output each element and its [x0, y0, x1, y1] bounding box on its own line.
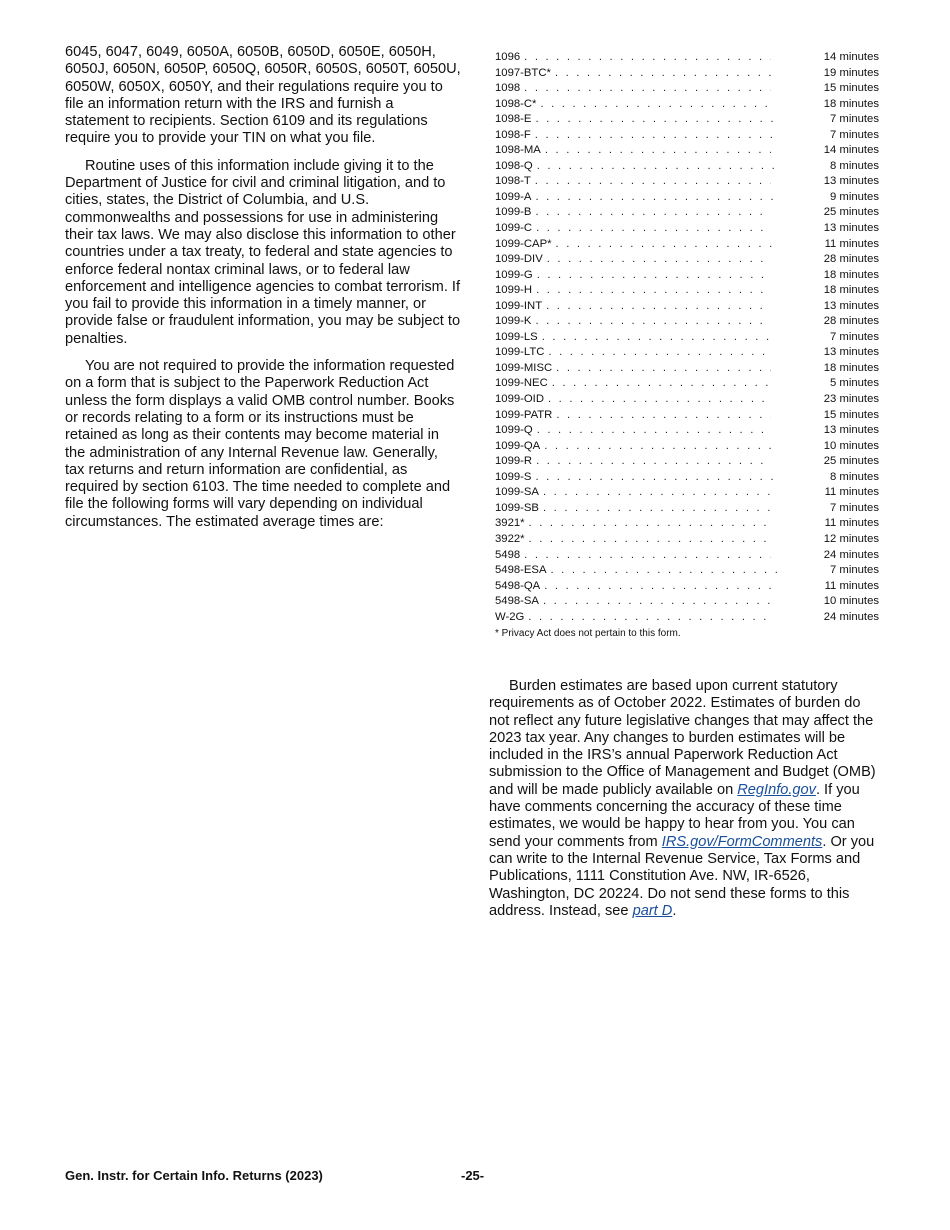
estimated-time: 18 minutes [823, 361, 879, 374]
estimated-time: 7 minutes [830, 501, 879, 514]
estimated-time: 18 minutes [823, 268, 879, 281]
dot-leader [536, 454, 771, 470]
estimated-time: 15 minutes [823, 82, 879, 95]
page-number: -25- [461, 1168, 485, 1183]
table-row [495, 594, 879, 610]
form-number: 1099-Q [495, 424, 533, 437]
estimated-time: 19 minutes [823, 66, 879, 79]
table-row [495, 159, 879, 175]
estimated-time: 13 minutes [823, 424, 879, 437]
table-row [495, 252, 879, 268]
form-number: 1099-S [495, 470, 532, 483]
dot-leader [551, 563, 778, 579]
table-row [495, 532, 879, 548]
dot-leader [535, 174, 771, 190]
form-number: 1099-OID [495, 393, 544, 406]
estimated-time: 7 minutes [830, 113, 879, 126]
form-number: 1099-R [495, 455, 533, 468]
dot-leader [543, 594, 771, 610]
estimated-time: 28 minutes [823, 253, 879, 266]
dot-leader [545, 143, 771, 159]
reginfo-link[interactable]: RegInfo.gov [737, 781, 816, 798]
estimated-time: 7 minutes [830, 564, 879, 577]
dot-leader [535, 205, 770, 221]
table-row [495, 50, 879, 66]
paragraph: 6045, 6047, 6049, 6050A, 6050B, 6050D, 6050E, 6050H, 6050J, 6050N, 6050P, 6050Q, 6050R, 6050S, 6050T, 6050U, 6050W, 6050X, 6050Y, and their regulations require you to file an information return with the IRS and furnish a statement to recipients. Section 6109 and its regulations require you to provide your TIN on what you file. [65, 44, 461, 147]
estimated-time: 18 minutes [823, 97, 879, 110]
dot-leader [543, 485, 772, 501]
table-footnote: * Privacy Act does not pertain to this form. [495, 628, 681, 640]
dot-leader [536, 221, 771, 237]
dot-leader [544, 579, 771, 595]
table-row [495, 454, 879, 470]
paragraph: Routine uses of this information include giving it to the Department of Justice for civil and criminal litigation, and to cities, states, the District of Columbia, and U.S. commonwealths and possessions for use in administering their tax laws. We may also disclose this information to other countries under a tax treaty, to federal and state agencies to enforce federal nontax criminal laws, or to federal law enforcement and intelligence agencies to combat terrorism. If you fail to provide this information in a timely manner, or provide false or fraudulent information, you may be subject to penalties. [65, 157, 461, 347]
table-row [495, 128, 879, 144]
dot-leader [546, 299, 771, 315]
table-row [495, 174, 879, 190]
form-number: 1099-A [495, 190, 532, 203]
form-number: 1099-K [495, 315, 532, 328]
dot-leader [529, 516, 772, 532]
text-segment: . Or you can write to the Internal Revenue Service, Tax Forms and Publications, 1111 Constitution Ave. NW, IR-6526, Washington, DC 20224. Do not send these forms to this address. Instead, see [489, 833, 875, 919]
table-row [495, 376, 879, 392]
form-number: 1098 [495, 82, 521, 95]
dot-leader [535, 128, 777, 144]
text-segment: . If you have comments concerning the accuracy of these time estimates, we would be happy to hear from you. You can send your comments from [489, 781, 860, 850]
paragraph: You are not required to provide the information requested on a form that is subject to the Paperwork Reduction Act unless the form displays a valid OMB control number. Books or records relating to a form or its instructions must be retained as long as their contents may become material in the administration of any Internal Revenue law. Generally, tax returns and return information are confidential, as required by section 6103. The time needed to complete and file the following forms will vary depending on individual circumstances. The estimated average times are: [65, 358, 455, 530]
table-row [495, 501, 879, 517]
dot-leader [535, 470, 777, 486]
table-row [495, 548, 879, 564]
table-row [495, 361, 879, 377]
form-number: 5498-SA [495, 595, 539, 608]
table-row [495, 112, 879, 128]
estimated-time: 11 minutes [824, 579, 879, 592]
dot-leader [542, 330, 777, 346]
dot-leader [548, 392, 771, 408]
table-row [495, 190, 879, 206]
form-number: 1099-SB [495, 501, 539, 514]
estimated-time: 11 minutes [824, 486, 879, 499]
dot-leader [524, 548, 771, 564]
estimated-time: 5 minutes [830, 377, 879, 390]
table-row [495, 221, 879, 237]
dot-leader [524, 50, 771, 66]
dot-leader [556, 408, 770, 424]
form-number: 1099-G [495, 268, 533, 281]
form-number: 1096 [495, 51, 521, 63]
form-number: 1098-C* [495, 97, 537, 110]
dot-leader [543, 501, 777, 517]
dot-leader [552, 376, 777, 392]
form-number: 5498 [495, 548, 521, 561]
form-number: 1098-MA [495, 144, 541, 157]
estimated-time: 15 minutes [823, 408, 879, 421]
estimated-time: 13 minutes [823, 222, 879, 235]
dot-leader [544, 439, 771, 455]
estimated-time: 12 minutes [823, 532, 879, 545]
form-number: 1099-INT [495, 299, 543, 312]
estimated-time: 8 minutes [830, 159, 879, 172]
form-number: 5498-QA [495, 579, 541, 592]
table-row [495, 516, 879, 532]
form-number: 1099-LTC [495, 346, 545, 359]
table-row [495, 423, 879, 439]
form-number: 1099-DIV [495, 253, 543, 266]
table-row [495, 66, 879, 82]
dot-leader [535, 190, 777, 206]
dot-leader [537, 423, 771, 439]
table-row [495, 205, 879, 221]
estimated-time: 24 minutes [823, 548, 879, 561]
table-row [495, 97, 879, 113]
table-row [495, 81, 879, 97]
estimated-time: 13 minutes [823, 299, 879, 312]
estimated-time: 25 minutes [823, 455, 879, 468]
estimated-time: 10 minutes [823, 439, 879, 452]
form-number: 1098-Q [495, 159, 533, 172]
form-number: 1099-B [495, 206, 532, 219]
estimated-times-table [495, 50, 879, 639]
form-number: 3922* [495, 532, 525, 545]
form-number: 1099-QA [495, 439, 541, 452]
table-row [495, 408, 879, 424]
estimated-time: 14 minutes [823, 51, 879, 63]
form-number: 1098-F [495, 128, 531, 141]
table-row [495, 299, 879, 315]
dot-leader [537, 159, 777, 175]
text-segment: . [672, 902, 677, 919]
table-row [495, 439, 879, 455]
table-row [495, 237, 879, 253]
form-number: 1099-MISC [495, 361, 553, 374]
dot-leader [524, 81, 771, 97]
estimated-time: 11 minutes [824, 237, 879, 250]
table-row [495, 345, 879, 361]
estimated-time: 28 minutes [823, 315, 879, 328]
dot-leader [528, 610, 770, 626]
table-row [495, 579, 879, 595]
estimated-time: 13 minutes [823, 346, 879, 359]
dot-leader [548, 345, 770, 361]
form-comments-link[interactable]: IRS.gov/FormComments [661, 833, 823, 850]
form-number: 1099-SA [495, 486, 539, 499]
estimated-time: 7 minutes [830, 128, 879, 141]
table-row [495, 563, 879, 579]
burden-estimates-paragraph [489, 678, 883, 920]
form-number: 1098-E [495, 113, 532, 126]
dot-leader [556, 361, 771, 377]
estimated-time: 23 minutes [823, 393, 879, 406]
dot-leader [547, 252, 771, 268]
form-number: 1099-PATR [495, 408, 553, 421]
part-d-link[interactable]: part D [632, 902, 673, 919]
form-number: 1097-BTC* [495, 66, 551, 79]
estimated-time: 11 minutes [824, 517, 879, 530]
form-number: 1099-CAP* [495, 237, 552, 250]
table-row [495, 283, 879, 299]
table-row [495, 143, 879, 159]
estimated-time: 24 minutes [823, 610, 879, 623]
form-number: 1098-T [495, 175, 531, 188]
table-row [495, 392, 879, 408]
dot-leader [536, 283, 771, 299]
form-number: W-2G [495, 610, 525, 623]
dot-leader [555, 66, 771, 82]
estimated-time: 13 minutes [823, 175, 879, 188]
table-row [495, 470, 879, 486]
form-number: 1099-NEC [495, 377, 548, 390]
estimated-time: 10 minutes [823, 595, 879, 608]
form-number: 1099-H [495, 284, 533, 297]
estimated-time: 14 minutes [823, 144, 879, 157]
document-title: Gen. Instr. for Certain Info. Returns (2023) [65, 1168, 323, 1183]
dot-leader [529, 532, 771, 548]
estimated-time: 7 minutes [830, 330, 879, 343]
dot-leader [556, 237, 772, 253]
form-number: 1099-LS [495, 330, 538, 343]
table-row [495, 314, 879, 330]
estimated-time: 9 minutes [830, 190, 879, 203]
table-row [495, 610, 879, 626]
dot-leader [537, 268, 771, 284]
table-row [495, 268, 879, 284]
dot-leader [540, 97, 770, 113]
table-row [495, 485, 879, 501]
form-number: 5498-ESA [495, 564, 547, 577]
privacy-act-text [65, 44, 461, 541]
dot-leader [535, 314, 770, 330]
estimated-time: 8 minutes [830, 470, 879, 483]
dot-leader [535, 112, 777, 128]
estimated-time: 18 minutes [823, 284, 879, 297]
estimated-time: 25 minutes [823, 206, 879, 219]
table-row [495, 330, 879, 346]
form-number: 3921* [495, 517, 525, 530]
text-segment: Burden estimates are based upon current statutory requirements as of October 2022. Estimates of burden do not reflect any future legislative changes that may affect the 2023 tax year. Any changes to burden estimates will be included in the IRS’s annual Paperwork Reduction Act submission to the Office of Management and Budget (OMB) and will be made publicly available on [489, 678, 876, 798]
form-number: 1099-C [495, 222, 533, 235]
page-footer [65, 1168, 885, 1186]
